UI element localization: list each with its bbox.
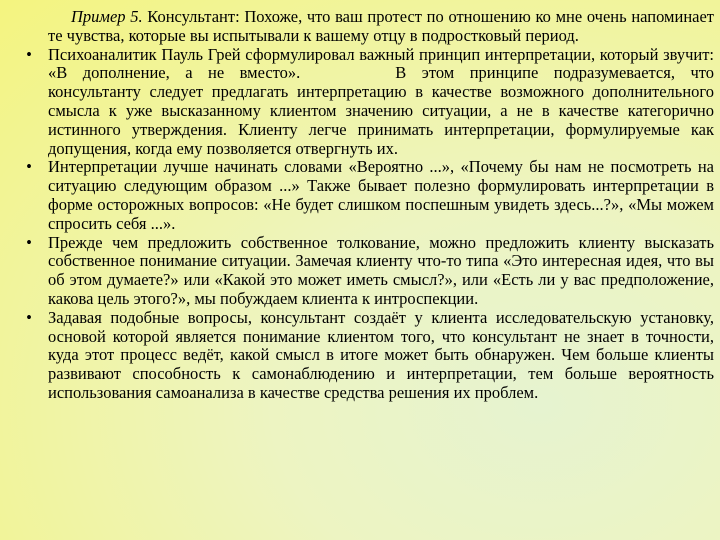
bullet-item-2 — [22, 158, 714, 233]
bullet-text-1a: Психоаналитик Пауль Грей сформулировал важный принцип интерпретации, который звучит: «В дополнение, а не вместо». — [48, 44, 714, 83]
bullet-item-4 — [22, 309, 714, 403]
bullet-text-4: Задавая подобные вопросы, консультант создаёт у клиента исследовательскую установку, основой которой является понимание клиентом того, что консультант не знает в точности, куда этот процесс ведёт, какой смысл в итоге может быть обнаружен. Чем больше клиенты развивают способность к самонаблюдению и интерпретации, тем больше вероятность использования самоанализа в качестве средства решения их проблем. — [48, 307, 714, 402]
bullet-text-3: Прежде чем предложить собственное толкование, можно предложить клиенту высказать собственное понимание ситуации. Замечая клиенту что-то типа «Это интересная идея, что вы об этом думаете?» или «Какой это может иметь смысл?», или «Есть ли у вас предположение, какова цель этого?», мы побуждаем клиента к интроспекции. — [48, 232, 714, 308]
bullet-item-1 — [22, 46, 714, 159]
example-text: Консультант: Похоже, что ваш протест по отношению ко мне очень напоминает те чувства, которые вы испытывали к вашему отцу в подростковый период. — [48, 7, 715, 45]
bullet-icon: • — [26, 44, 32, 64]
bullet-text-1b: В этом принципе подразумевается, что консультанту следует предлагать интерпретацию в качестве возможного дополнительного смысла к уже высказанному клиентом значению ситуации, а не в качестве категорично истинного утверждения. Клиенту легче принимать интерпретации, формулируемые как допущения, когда ему позволяется отвергнуть их. — [48, 63, 714, 158]
slide-content — [22, 8, 714, 403]
bullet-icon: • — [26, 157, 32, 177]
example-paragraph — [48, 8, 714, 46]
bullet-item-3 — [22, 234, 714, 309]
bullet-text-2: Интерпретации лучше начинать словами «Вероятно ...», «Почему бы нам не посмотреть на ситуацию следующим образом ...» Также бывает полезно формулировать интерпретации в форме осторожных вопросов: «Не будет слишком поспешным увидеть здесь...?», «Мы можем спросить себя ...». — [48, 157, 714, 233]
example-label: Пример 5. — [71, 7, 143, 26]
bullet-icon: • — [26, 307, 32, 327]
bullet-list — [22, 46, 714, 403]
bullet-icon: • — [26, 232, 32, 252]
